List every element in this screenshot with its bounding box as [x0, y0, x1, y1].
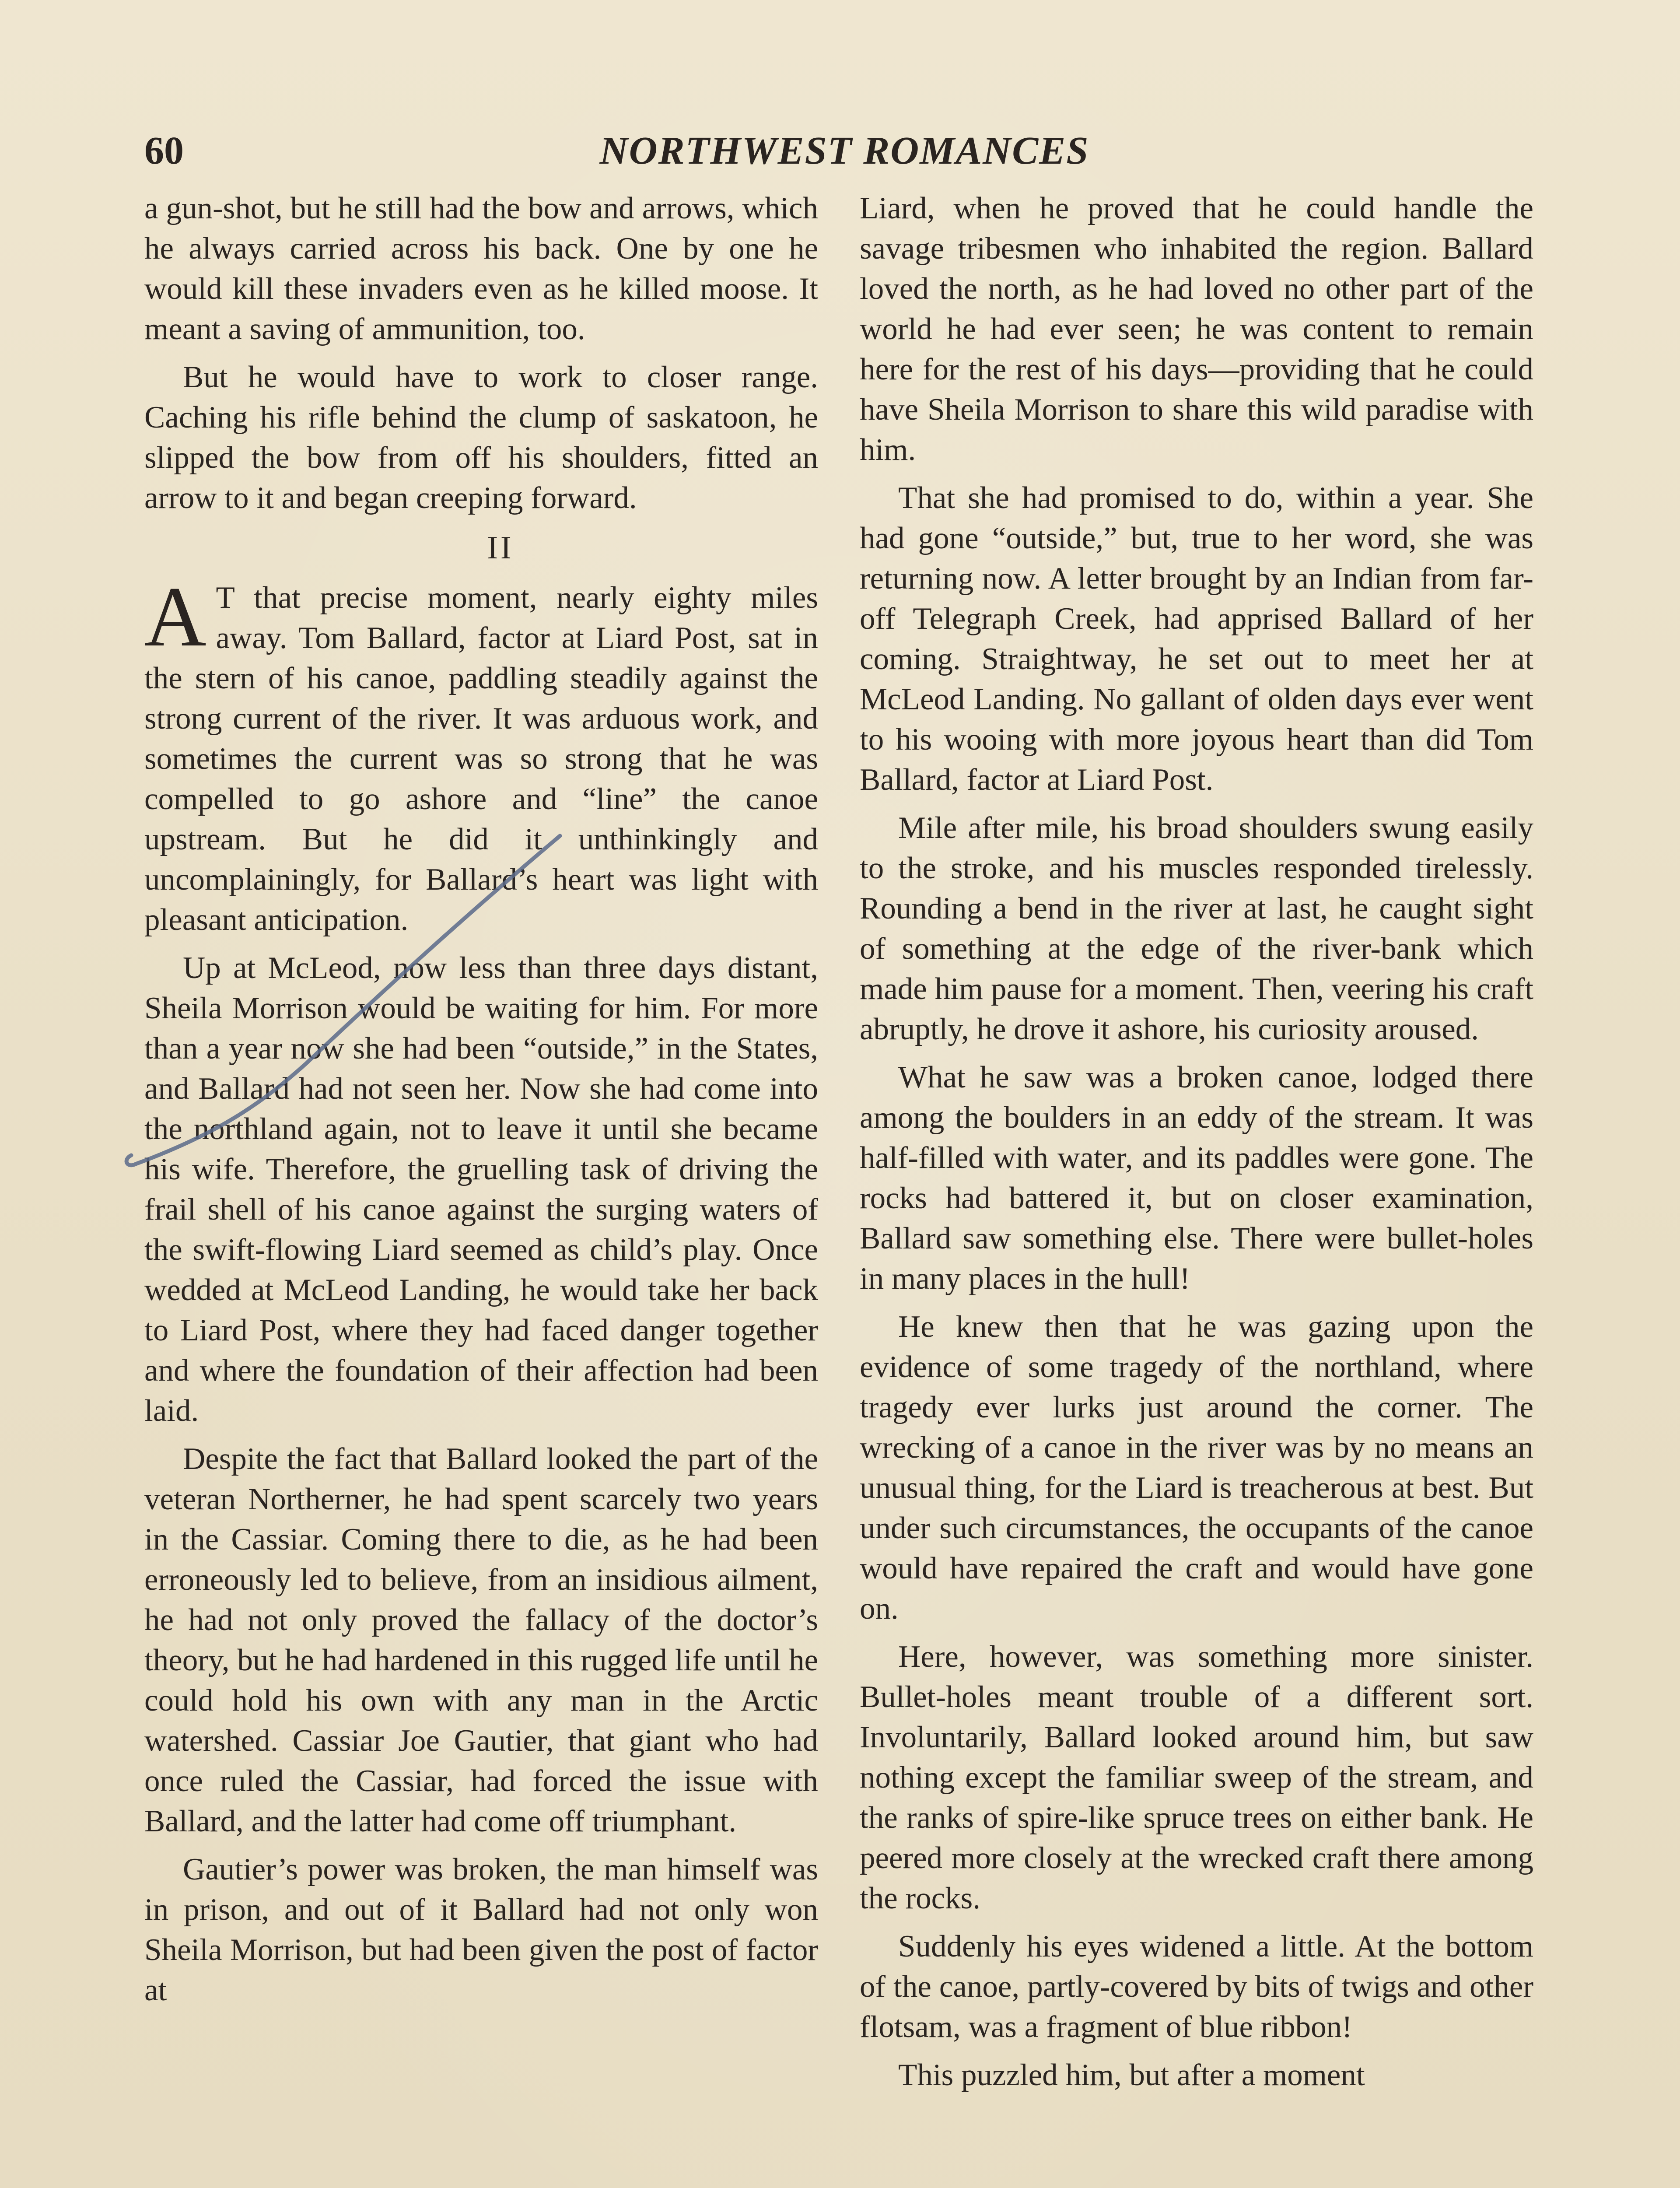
- paragraph: Despite the fact that Ballard looked the part of the veteran Northerner, he had spent scarcely two years in the Cassiar. Coming there to die, as he had been erroneously led to believe, from an insidious ailment, he had not only proved the fallacy of the doctor’s theory, but he had hardened in this rugged life until he could hold his own with any man in the Arctic watershed. Cassiar Joe Gautier, that giant who had once ruled the Cassiar, had forced the issue with Ballard, and the latter had come off triumphant.: [144, 1442, 818, 1838]
- page-number: 60: [144, 129, 184, 172]
- paragraph: Suddenly his eyes widened a little. At the bottom of the canoe, partly-covered by bits of twigs and other flotsam, was a fragment of blue ribbon!: [860, 1929, 1533, 2044]
- paragraph: Gautier’s power was broken, the man himself was in prison, and out of it Ballard had not only won Sheila Morrison, but had been given the post of factor at: [144, 1852, 818, 2007]
- paragraph: He knew then that he was gazing upon the evidence of some tragedy of the northland, where tragedy ever lurks just around the corner. The wrecking of a canoe in the river was by no means an unusual thing, for the Liard is treacherous at best. But under such circumstances, the occupants of the canoe would have repaired the craft and would have gone on.: [860, 1310, 1533, 1626]
- paragraph: What he saw was a broken canoe, lodged there among the boulders in an eddy of the stream. It was half-filled with water, and its paddles were gone. The rocks had battered it, but on closer examination, Ballard saw something else. There were bullet-holes in many places in the hull!: [860, 1060, 1533, 1296]
- paragraph: This puzzled him, but after a moment: [898, 2058, 1365, 2092]
- paragraph: But he would have to work to closer range. Caching his rifle behind the clump of saskatoon, he slipped the bow from off his shoulders, fitted an arrow to it and began creeping forward.: [144, 360, 818, 515]
- drop-cap: A: [144, 569, 206, 664]
- paragraph: Mile after mile, his broad shoulders swung easily to the stroke, and his muscles responded tirelessly. Rounding a bend in the river at last, he caught sight of something at the edge of the river-bank which made him pause for a moment. Then, veering his craft abruptly, he drove it ashore, his curiosity aroused.: [860, 811, 1533, 1046]
- section-heading: II: [487, 530, 514, 566]
- paragraph: a gun-shot, but he still had the bow and arrows, which he always carried across his back. One by one he would kill these invaders even as he killed moose. It meant a saving of ammunition, too.: [144, 191, 818, 346]
- right-column: [860, 188, 1533, 2188]
- paragraph: Liard, when he proved that he could handle the savage tribesmen who inhabited the region. Ballard loved the north, as he had loved no other part of the world he had ever seen; he was content to remain here for the rest of his days—providing that he could have Sheila Morrison to share this wild paradise with him.: [860, 191, 1533, 467]
- paragraph-text: T that precise moment, nearly eighty miles away. Tom Ballard, factor at Liard Post, sat in the stern of his canoe, paddling steadily against the strong current of the river. It was arduous work, and sometimes the current was so strong that he was compelled to go ashore and “line” the canoe upstream. But he did it unthinkingly and uncomplainingly, for Ballard’s heart was light with pleasant anticipation.: [144, 581, 818, 937]
- left-column: [144, 188, 818, 2188]
- paragraph: Here, however, was something more sinister. Bullet-holes meant trouble of a different sort. Involuntarily, Ballard looked around him, but saw nothing except the familiar sweep of the stream, and the ranks of spire-like spruce trees on either bank. He peered more closely at the wrecked craft there among the rocks.: [860, 1640, 1533, 1915]
- running-title: NORTHWEST ROMANCES: [599, 129, 1089, 172]
- paragraph: That she had promised to do, within a year. She had gone “outside,” but, true to her word, she was returning now. A letter brought by an Indian from far-off Telegraph Creek, had apprised Ballard of her coming. Straightway, he set out to meet her at McLeod Landing. No gallant of olden days ever went to his wooing with more joyous heart than did Tom Ballard, factor at Liard Post.: [860, 481, 1533, 797]
- page-header: [144, 123, 1544, 184]
- paragraph-with-drop-cap: [144, 569, 818, 940]
- paragraph: Up at McLeod, now less than three days distant, Sheila Morrison would be waiting for him. For more than a year now she had been “outside,” in the States, and Ballard had not seen her. Now she had come into the northland again, not to leave it until she became his wife. Therefore, the gruelling task of driving the frail shell of his canoe against the surging waters of the swift-flowing Liard seemed as child’s play. Once wedded at McLeod Landing, he would take her back to Liard Post, where they had faced danger together and where the foundation of their affection had been laid.: [144, 951, 818, 1428]
